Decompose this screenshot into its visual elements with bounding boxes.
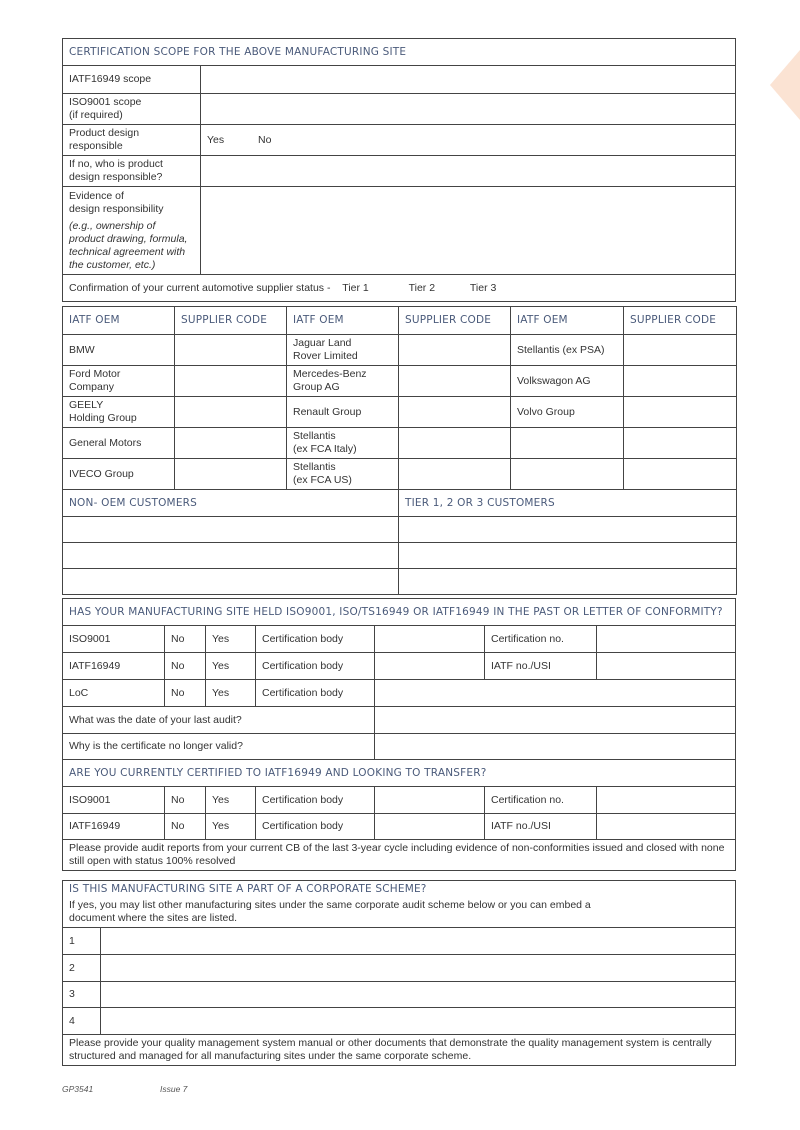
if-no-field[interactable] <box>201 156 736 187</box>
certification-body-label: Certification body <box>256 626 375 653</box>
product-design-label: Product design responsible <box>63 125 201 156</box>
evidence-label: Evidence of design responsibility <box>69 189 164 215</box>
corporate-title: IS THIS MANUFACTURING SITE A PART OF A CORPORATE SCHEME? <box>69 883 427 895</box>
oem-name: Volkswagon AG <box>511 366 624 397</box>
standard-label: IATF16949 <box>63 653 165 680</box>
standard-label: ISO9001 <box>63 626 165 653</box>
no-longer-valid-field[interactable] <box>375 734 736 760</box>
history-row <box>63 680 736 707</box>
oem-header-2: IATF OEM <box>287 307 399 335</box>
certification-body-label: Certification body <box>256 787 375 814</box>
oem-row <box>63 397 737 428</box>
supplier-status-row <box>63 275 736 302</box>
certification-history-table <box>62 598 736 871</box>
oem-name-empty <box>511 428 624 459</box>
oem-table <box>62 306 737 595</box>
tier-customer-field[interactable] <box>399 569 737 595</box>
qms-note: Please provide your quality management system manual or other documents that demonstrate the quality management system is centrally structured and managed for all manufacturing sites under the same corporate scheme. <box>63 1035 736 1066</box>
audit-reports-note: Please provide audit reports from your current CB of the last 3-year cycle including evidence of non-conformities issued and closed with none still open with status 100% resolved <box>63 840 736 871</box>
tier-customer-field[interactable] <box>399 517 737 543</box>
evidence-field[interactable] <box>201 187 736 275</box>
tier1-option[interactable]: Tier 1 <box>342 281 369 294</box>
certification-body-label: Certification body <box>256 680 375 707</box>
site-number: 3 <box>63 982 101 1008</box>
site-number: 4 <box>63 1008 101 1035</box>
tier3-option[interactable]: Tier 3 <box>469 281 497 294</box>
product-design-yes-option[interactable]: Yes <box>207 133 225 146</box>
oem-name-empty <box>511 459 624 490</box>
corner-decoration-shape <box>770 50 800 120</box>
yes-option[interactable]: Yes <box>206 814 256 840</box>
if-no-label: If no, who is product design responsible? <box>63 156 201 187</box>
site-field[interactable] <box>101 928 736 955</box>
oem-name: Renault Group <box>287 397 399 428</box>
no-option[interactable]: No <box>165 680 206 707</box>
certification-number-label: Certification no. <box>485 787 597 814</box>
supplier-code-field[interactable] <box>175 459 287 490</box>
site-number: 1 <box>63 928 101 955</box>
certification-body-field[interactable] <box>375 814 485 840</box>
oem-name: Stellantis (ex FCA US) <box>287 459 399 490</box>
tier-customers-header: TIER 1, 2 OR 3 CUSTOMERS <box>399 490 737 517</box>
last-audit-label: What was the date of your last audit? <box>63 707 375 734</box>
supplier-code-field[interactable] <box>624 397 737 428</box>
oem-name: Stellantis (ex PSA) <box>511 335 624 366</box>
oem-name: BMW <box>63 335 175 366</box>
yes-option[interactable]: Yes <box>206 653 256 680</box>
supplier-code-field[interactable] <box>175 366 287 397</box>
site-field[interactable] <box>101 982 736 1008</box>
supplier-code-field[interactable] <box>624 459 737 490</box>
certification-body-field[interactable] <box>375 653 485 680</box>
supplier-code-field[interactable] <box>624 335 737 366</box>
certification-scope-table <box>62 38 736 302</box>
certification-number-field[interactable] <box>597 787 736 814</box>
supplier-status-label: Confirmation of your current automotive supplier status - <box>69 281 331 294</box>
supplier-code-field[interactable] <box>175 397 287 428</box>
history-title: HAS YOUR MANUFACTURING SITE HELD ISO9001, ISO/TS16949 OR IATF16949 IN THE PAST OR LETTER OF CONFORMITY? <box>63 599 736 626</box>
no-option[interactable]: No <box>165 653 206 680</box>
evidence-cell <box>63 187 201 275</box>
history-row <box>63 626 736 653</box>
certification-body-field[interactable] <box>375 626 485 653</box>
tier2-option[interactable]: Tier 2 <box>408 281 436 294</box>
standard-label: ISO9001 <box>63 787 165 814</box>
non-oem-customer-field[interactable] <box>63 517 399 543</box>
iatf-scope-field[interactable] <box>201 66 736 94</box>
code-header-2: SUPPLIER CODE <box>399 307 511 335</box>
iatf-number-field[interactable] <box>597 653 736 680</box>
oem-name: Volvo Group <box>511 397 624 428</box>
supplier-code-field[interactable] <box>399 428 511 459</box>
supplier-code-field[interactable] <box>399 459 511 490</box>
iatf-number-label: IATF no./USI <box>485 653 597 680</box>
oem-name: IVECO Group <box>63 459 175 490</box>
oem-row <box>63 459 737 490</box>
transfer-title: ARE YOU CURRENTLY CERTIFIED TO IATF16949 AND LOOKING TO TRANSFER? <box>63 760 736 787</box>
oem-row <box>63 335 737 366</box>
code-header-3: SUPPLIER CODE <box>624 307 737 335</box>
oem-name: Ford Motor Company <box>63 366 175 397</box>
supplier-code-field[interactable] <box>399 366 511 397</box>
transfer-row <box>63 787 736 814</box>
certification-number-label: Certification no. <box>485 626 597 653</box>
corporate-subtitle: If yes, you may list other manufacturing sites under the same corporate audit scheme below or you can embed a document where the sites are listed. <box>69 899 591 924</box>
iso-scope-label: ISO9001 scope (if required) <box>63 94 201 125</box>
supplier-code-field[interactable] <box>175 428 287 459</box>
no-option[interactable]: No <box>165 626 206 653</box>
issue-number: Issue 7 <box>160 1084 188 1094</box>
iso-scope-field[interactable] <box>201 94 736 125</box>
no-longer-valid-label: Why is the certificate no longer valid? <box>63 734 375 760</box>
certification-body-label: Certification body <box>256 814 375 840</box>
product-design-no-option[interactable]: No <box>257 133 272 146</box>
transfer-row <box>63 814 736 840</box>
site-field[interactable] <box>101 1008 736 1035</box>
oem-header-3: IATF OEM <box>511 307 624 335</box>
code-header-1: SUPPLIER CODE <box>175 307 287 335</box>
supplier-code-field[interactable] <box>399 397 511 428</box>
site-field[interactable] <box>101 955 736 982</box>
product-design-options <box>201 125 736 156</box>
document-code: GP3541 <box>62 1084 94 1094</box>
oem-row <box>63 366 737 397</box>
supplier-code-field[interactable] <box>624 428 737 459</box>
oem-name: Mercedes-Benz Group AG <box>287 366 399 397</box>
certification-body-field[interactable] <box>375 680 736 707</box>
oem-header-1: IATF OEM <box>63 307 175 335</box>
scope-title: CERTIFICATION SCOPE FOR THE ABOVE MANUFACTURING SITE <box>63 39 736 66</box>
yes-option[interactable]: Yes <box>206 787 256 814</box>
supplier-code-field[interactable] <box>624 366 737 397</box>
history-row <box>63 653 736 680</box>
oem-name: Stellantis (ex FCA Italy) <box>287 428 399 459</box>
site-number: 2 <box>63 955 101 982</box>
standard-label: LoC <box>63 680 165 707</box>
supplier-code-field[interactable] <box>399 335 511 366</box>
corporate-scheme-table <box>62 880 736 1066</box>
certification-body-label: Certification body <box>256 653 375 680</box>
iatf-scope-label: IATF16949 scope <box>63 66 201 94</box>
tier-customer-field[interactable] <box>399 543 737 569</box>
non-oem-header: NON- OEM CUSTOMERS <box>63 490 399 517</box>
iatf-number-label: IATF no./USI <box>485 814 597 840</box>
oem-name: General Motors <box>63 428 175 459</box>
standard-label: IATF16949 <box>63 814 165 840</box>
certification-number-field[interactable] <box>597 626 736 653</box>
oem-name: GEELY Holding Group <box>63 397 175 428</box>
non-oem-customer-field[interactable] <box>63 543 399 569</box>
certification-body-field[interactable] <box>375 787 485 814</box>
iatf-number-field[interactable] <box>597 814 736 840</box>
no-option[interactable]: No <box>165 787 206 814</box>
last-audit-field[interactable] <box>375 707 736 734</box>
oem-name: Jaguar Land Rover Limited <box>287 335 399 366</box>
yes-option[interactable]: Yes <box>206 680 256 707</box>
evidence-example: (e.g., ownership of product drawing, formula, technical agreement with the customer, etc.) <box>69 219 188 271</box>
non-oem-customer-field[interactable] <box>63 569 399 595</box>
oem-row <box>63 428 737 459</box>
corporate-header-cell <box>63 881 736 928</box>
supplier-code-field[interactable] <box>175 335 287 366</box>
yes-option[interactable]: Yes <box>206 626 256 653</box>
no-option[interactable]: No <box>165 814 206 840</box>
